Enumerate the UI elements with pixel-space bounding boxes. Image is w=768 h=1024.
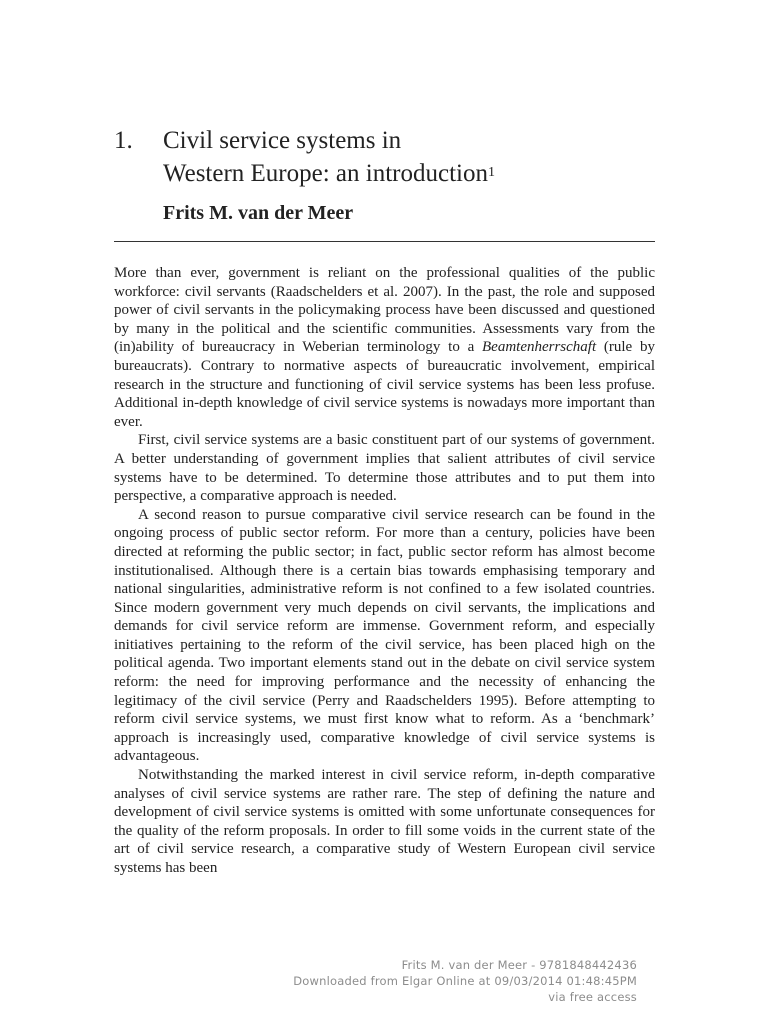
paragraph-1-part-a: More than ever, government is reliant on the professional qualities of the public workforce: civil servants (Raadschelders et al. 2007). In the past, the role and supposed power of civil servants in the policymaking process have been discussed and questioned by many in the political and the scientific communities. Assessments vary from the (in)ability of bureaucracy in Weberian terminology to a — [114, 265, 655, 356]
chapter-title-line-2 — [114, 157, 655, 190]
watermark-line-1: Frits M. van der Meer - 9781848442436 — [401, 958, 637, 972]
paragraph-1-part-b: (rule by bureaucrats). Contrary to normative aspects of bureaucratic involvement, empirical research in the structure and functioning of civil service systems has been less profuse. Additional in-depth knowledge of civil service systems is nowadays more important than ever. — [114, 339, 655, 430]
title-divider — [114, 241, 655, 242]
paragraph-2: First, civil service systems are a basic constituent part of our systems of government. A better understanding of government implies that salient attributes of civil service systems have to be determined. To determine those attributes and to put them into perspective, a comparative approach is needed. — [114, 432, 655, 505]
paragraph-4: Notwithstanding the marked interest in civil service reform, in-depth comparative analyses of civil service systems are rather rare. The step of defining the nature and development of civil service systems is omitted with some unfortunate consequences for the quality of the reform proposals. In order to fill some voids in the current state of the art of civil service research, a comparative study of Western European civil service systems has been — [114, 767, 655, 876]
paragraph-1-italic-term: Beamtenherrschaft — [482, 339, 597, 356]
paragraph-1 — [114, 264, 655, 431]
author-name: Frits M. van der Meer — [163, 202, 354, 224]
chapter-title-text-2: Western Europe: an introduction — [163, 160, 488, 187]
download-watermark — [293, 957, 637, 1005]
watermark-line-3: via free access — [548, 990, 637, 1004]
chapter-title-text-1: Civil service systems in — [163, 127, 402, 154]
watermark-line-2: Downloaded from Elgar Online at 09/03/2014 01:48:45PM — [293, 974, 637, 988]
body-text — [114, 264, 655, 878]
chapter-number: 1. — [114, 127, 133, 154]
chapter-title — [114, 124, 655, 190]
chapter-title-line-1 — [114, 124, 655, 157]
footnote-marker[interactable]: 1 — [487, 165, 495, 180]
paragraph-3: A second reason to pursue comparative civil service research can be found in the ongoing process of public sector reform. For more than a century, policies have been directed at reforming the public sector; in fact, public sector reform has almost become institutionalised. Although there is a certain bias towards emphasising temporary and national singularities, administrative reform is not confined to a few isolated countries. Since modern government very much depends on civil servants, the implications and demands for civil service reform are immense. Government reform, and especially initiatives pertaining to the reform of the civil service, has been placed high on the political agenda. Two important elements stand out in the debate on civil service system reform: the need for improving performance and the necessity of enhancing the legitimacy of the civil service (Perry and Raadschelders 1995). Before attempting to reform civil service systems, we must first know what to reform. As a ‘benchmark’ approach is increasingly used, comparative knowledge of civil service systems is advantageous. — [114, 506, 655, 765]
